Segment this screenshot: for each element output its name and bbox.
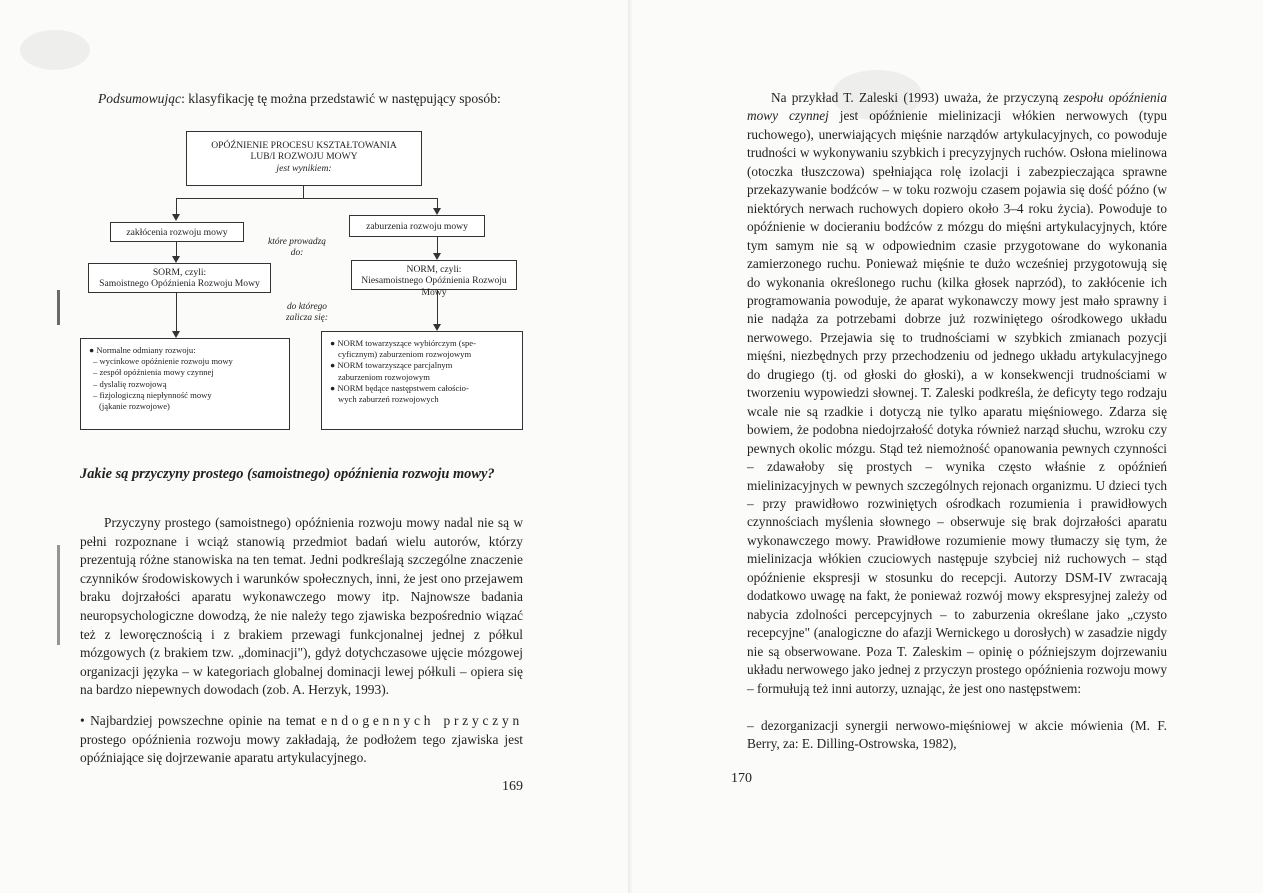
sorm-list-header: ● Normalne odmiany rozwoju: [89,345,196,355]
list-item: – zespół opóźnienia mowy czynnej [93,367,214,378]
connector-top-down [303,186,304,198]
list-item: – dyslalię rozwojową [93,378,167,389]
body-paragraph [80,514,523,700]
right-body-paragraph [747,89,1167,698]
list-item: ● NORM będące następstwem całościo- [330,382,469,393]
margin-mark [57,545,60,645]
list-item: cyficznym) zaburzeniom rozwojowym [338,349,472,360]
list-item: – wycinkowe opóźnienie rozwoju mowy [93,356,233,367]
top-box-line2: LUB/I ROZWOJU MOWY [250,151,358,163]
sorm-list-box [80,338,290,430]
left-cause-label: zakłócenia rozwoju mowy [126,227,228,238]
paragraph-text: Przyczyny prostego (samoistnego) opóźnienia rozwoju mowy nadal nie są w pełni rozpoznane i wciąż stanowią przedmiot badań wielu autorów, którzy prezentują różne stanowiska na ten temat. Jedni podkreślają szczególne znaczenie czynników środowiskowych i warunków społecznych, inni, że jest ono przejawem braku dojrzałości aparatu wykonawczego mowy itp. Najnowsze badania neuropsychologiczne dowodzą, że nie należy tego zjawiska bezpośrednio wiązać też z leworęcznością i z brakiem przewagi funkcjonalnej jednej z półkul mózgowych (z brakiem tzw. „dominacji"), gdyż dotychczasowe ujęcie mózgowej organizacji języka – w kategoriach globalnej dominacji lewej półkuli – opiera się na bardzo niepewnych dowodach (zob. A. Herzyk, 1993). [80,515,523,698]
connector-right-down [437,198,438,208]
arrow-icon [433,253,441,260]
right-paragraph-italic: zespołu opóźnienia mowy czynnej [747,90,1167,124]
connector-left-low [176,293,177,331]
connector-right-mid [437,237,438,253]
sorm-line1: SORM, czyli: [152,267,207,278]
arrow-icon [433,208,441,215]
arrow-icon [172,256,180,263]
list-item: zaburzeniom rozwojowym [338,371,430,382]
top-box-line3: jest wynikiem: [276,162,332,174]
left-cause-box [110,222,244,242]
list-item: ● NORM towarzyszące parcjalnym [330,360,453,371]
norm-list-box [321,331,523,430]
right-paragraph-lead: Na przykład T. Zaleski (1993) uważa, że przyczyną [771,90,1064,105]
list-item: wych zaburzeń rozwojowych [338,394,439,405]
right-paragraph-text [747,89,1167,698]
right-list-item: – dezorganizacji synergii nerwowo-mięśniowej w akcie mówienia (M. F. Berry, za: E. Dilling-Ostrowska, 1982), [747,718,1167,752]
sorm-box [88,263,271,293]
margin-mark [57,290,60,325]
norm-line2: Niesamoistnego Opóźnienia Rozwoju Mowy [361,275,507,298]
summary-intro [98,90,524,109]
bullet-rest: prostego opóźnienia rozwoju mowy zakładają, że podłożem tego zjawiska jest opóźniające się dojrzewanie aparatu artykulacyjnego. [80,731,523,766]
connector-left-down [176,198,177,214]
arrow-icon [172,214,180,221]
right-cause-label: zaburzenia rozwoju mowy [366,221,468,232]
page-number-right: 170 [731,771,752,786]
bullet-spaced: endogennych przyczyn [321,713,523,728]
list-item: ● NORM towarzyszące wybiórczym (spe- [330,338,476,348]
list-item: – fizjologiczną niepłynność mowy [93,389,212,400]
left-page [0,0,630,893]
connector-label-includes: do którego zalicza się: [286,302,328,323]
norm-box [351,260,517,298]
norm-line1: NORM, czyli: [406,264,462,275]
right-paragraph-rest: jest opóźnienie mielinizacji włókien nerwowych (typu ruchowego), unerwiających mięśnie narządów artykulacyjnych, co powoduje trudności w wykonywaniu szybkich i precyzyjnych ruchów. Osłona mielinowa (otoczka tłuszczowa) spełniająca rolę izolacji i zabezpieczająca sprawne przekazywanie bodźców – w toku rozwoju czasem pojawia się dość późno (w niektórych nerwach ruchowych dopiero około 3–4 roku życia). Powoduje to opóźnienie w docieraniu bodźców z mózgu do mięśni artykulacyjnych, które tym samym nie są w odpowiednim czasie przygotowane do wykonania zamierzonego ruchu. Ponieważ mięśnie te dużo wcześniej przygotowują się do wykonania określonego ruchu (kilka głosek naprzód), to zakłócenie ich programowania powoduje, że aparat wykonawczy mowy jest mało sprawny i nie nadąża za potrzebami dobrze już rozwiniętego ośrodkowego układu nerwowego. Przejawia się to trudnościami w szybkich zmianach pozycji mięśni, niezbędnych przy przechodzeniu od jednego układu artykulacyjnego do drugiego (tj. od głoski do głoski), a w konsekwencji trudnościami w tworzeniu wypowiedzi słownej. T. Zaleski podkreśla, że deficyty tego rodzaju wcale nie są rzadkie i dotyczą nie tylko aparatu mięśniowego. Zdarza się bowiem, że podobna niedojrzałość dotyka również narząd słuchu, wzroku czy pewnych okolic mózgu. Stąd też niemożność opanowania pewnych czynności – zdawałoby się prostych – wynika często właśnie z opóźnień mielinizacyjnych w pewnych szczególnych rejonach organizmu. U dzieci tych – przy prawidłowo rozwiniętych ośrodkach rozumienia i prawidłowych czynnościach myślenia słownego – obserwuje się brak dojrzałości aparatu wykonawczego mowy. Prawidłowe rozumienie mowy tłumaczy się tym, że mielinizacja włókien czuciowych następuje szybciej niż ruchowych – stąd opóźnienie ekspresji w stosunku do recepcji. Autorzy DSM-IV zwracają dodatkowo uwagę na fakt, że ponieważ rozwój mowy ekspresyjnej zależy od nabycia zdolności percepcyjnych – to zaburzenia określane jako „czysto recepcyjne" (analogiczne do afazji Wernickego u dorosłych) w zasadzie nigdy nie są obserwowane. Poza T. Zaleskim – opinię o późniejszym dojrzewaniu układu nerwowego jako jednej z przyczyn prostego opóźnienia rozwoju mowy – formułują też inni autorzy, uznając, że jest ono następstwem: [747,108,1168,696]
arrow-icon [172,331,180,338]
connector-label-lead-to: które prowadzą do: [268,237,326,258]
list-item: (jąkanie rozwojowe) [99,401,170,412]
connector-top-split [176,198,437,199]
bullet-paragraph [80,712,523,768]
intro-rest: : klasyfikację tę można przedstawić w następujący sposób: [181,91,501,106]
diagram-top-box [186,131,422,186]
top-box-line1: OPÓŹNIENIE PROCESU KSZTAŁTOWANIA [211,140,397,151]
section-heading: Jakie są przyczyny prostego (samoistnego) opóźnienia rozwoju mowy? [80,466,495,482]
page-smudge [20,30,90,70]
intro-italic-lead: Podsumowując [98,91,182,106]
bullet-lead: • Najbardziej powszechne opinie na temat [80,713,322,728]
page-number-left: 169 [502,779,523,794]
connector-right-low [437,290,438,324]
right-cause-box [349,215,485,237]
connector-left-mid [176,242,177,256]
arrow-icon [433,324,441,331]
sorm-line2: Samoistnego Opóźnienia Rozwoju Mowy [99,278,260,290]
